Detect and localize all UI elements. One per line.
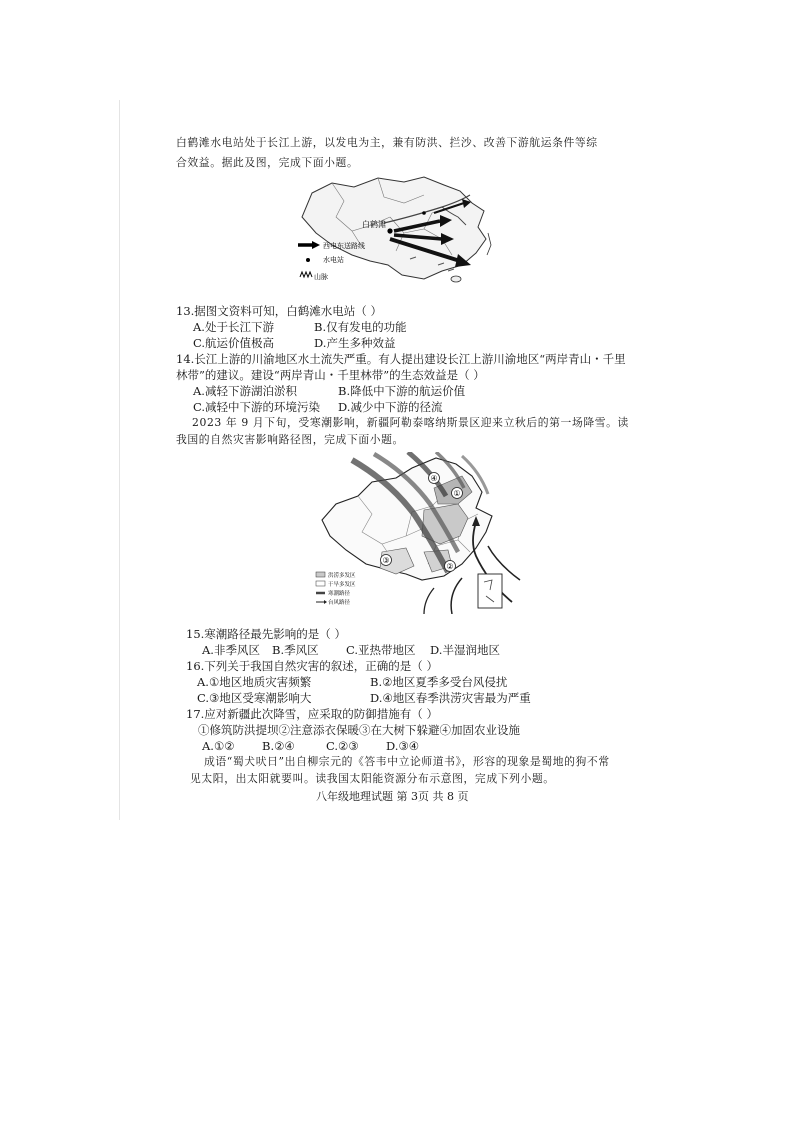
q15-stem: 15.寒潮路径最先影响的是（ ） <box>186 627 346 641</box>
q15-option-a[interactable]: A.非季风区 <box>202 643 260 657</box>
passage1-line1: 白鹤滩水电站处于长江上游，以发电为主，兼有防洪、拦沙、改善下游航运条件等综 <box>176 136 598 149</box>
region-label-3: ③ <box>382 556 390 565</box>
station-label: 白鹤滩 <box>362 220 386 229</box>
q13-option-d[interactable]: D.产生多种效益 <box>314 336 396 350</box>
q14-option-c[interactable]: C.减轻中下游的环境污染 <box>193 400 321 414</box>
q16-option-c[interactable]: C.③地区受寒潮影响大 <box>197 691 312 705</box>
legend1-station-label: 水电站 <box>323 256 344 264</box>
china-hydropower-map <box>292 173 504 289</box>
page-footer: 八年级地理试题 第 3页 共 8 页 <box>316 790 469 803</box>
q14-option-b[interactable]: B.降低中下游的航运价值 <box>338 384 466 398</box>
legend2-typhoon: 台风路径 <box>328 600 351 606</box>
legend1-route-label: 西电东送路线 <box>323 242 365 250</box>
region-label-2: ② <box>446 562 454 571</box>
passage2-line2: 我国的自然灾害影响路径图，完成下面小题。 <box>176 433 404 446</box>
passage3-line1: 成语“蜀犬吠日”出自柳宗元的《答韦中立论师道书》，形容的现象是蜀地的狗不常 <box>204 755 610 768</box>
q17-option-a[interactable]: A.①② <box>202 739 235 753</box>
q15-option-b[interactable]: B.季风区 <box>272 643 319 657</box>
q15-option-d[interactable]: D.半湿润地区 <box>430 643 500 657</box>
q13-option-b[interactable]: B.仅有发电的功能 <box>314 320 407 334</box>
q16-option-d[interactable]: D.④地区春季洪涝灾害最为严重 <box>370 691 531 705</box>
q17-choices: ①修筑防洪提坝②注意添衣保暖③在大树下躲避④加固农业设施 <box>198 723 520 737</box>
passage3-line2: 见太阳，出太阳就要叫。读我国太阳能资源分布示意图，完成下列小题。 <box>190 772 555 785</box>
region-label-1: ① <box>453 489 461 498</box>
q14-option-d[interactable]: D.减少中下游的径流 <box>338 400 443 414</box>
q16-stem: 16.下列关于我国自然灾害的叙述，正确的是（ ） <box>186 659 438 673</box>
q17-option-b[interactable]: B.②④ <box>262 739 295 753</box>
legend2-drought: 干旱多发区 <box>328 582 356 588</box>
region-label-4: ④ <box>430 474 438 483</box>
q14-option-a[interactable]: A.减轻下游湖泊淤积 <box>193 384 297 398</box>
legend1-mountain-label: 山脉 <box>314 273 328 281</box>
china-disaster-path-map <box>312 452 524 614</box>
scan-edge <box>119 100 120 820</box>
q15-option-c[interactable]: C.亚热带地区 <box>346 643 416 657</box>
q16-option-b[interactable]: B.②地区夏季多受台风侵扰 <box>370 675 508 689</box>
legend2-coldwave: 寒潮路径 <box>328 591 351 597</box>
q13-option-c[interactable]: C.航运价值极高 <box>193 336 275 350</box>
q14-stem-line2: 林带”的建议。建设“两岸青山・千里林带”的生态效益是（ ） <box>176 368 485 382</box>
q13-option-a[interactable]: A.处于长江下游 <box>193 320 274 334</box>
q14-stem-line1: 14.长江上游的川渝地区水土流失严重。有人提出建设长江上游川渝地区“两岸青山・千里 <box>176 352 626 366</box>
passage1-line2: 合效益。据此及图，完成下面小题。 <box>176 156 359 169</box>
q16-option-a[interactable]: A.①地区地质灾害频繁 <box>197 675 312 689</box>
q13-stem: 13.据图文资料可知，白鹤滩水电站（ ） <box>176 304 382 318</box>
legend2-flood: 洪涝多发区 <box>328 573 356 579</box>
passage2-line1: 2023 年 9 月下旬，受寒潮影响，新疆阿勒泰喀纳斯景区迎来立秋后的第一场降雪。读 <box>192 416 629 429</box>
q17-option-c[interactable]: C.②③ <box>326 739 359 753</box>
q17-option-d[interactable]: D.③④ <box>386 739 420 753</box>
q17-stem: 17.应对新疆此次降雪，应采取的防御措施有（ ） <box>186 707 438 721</box>
